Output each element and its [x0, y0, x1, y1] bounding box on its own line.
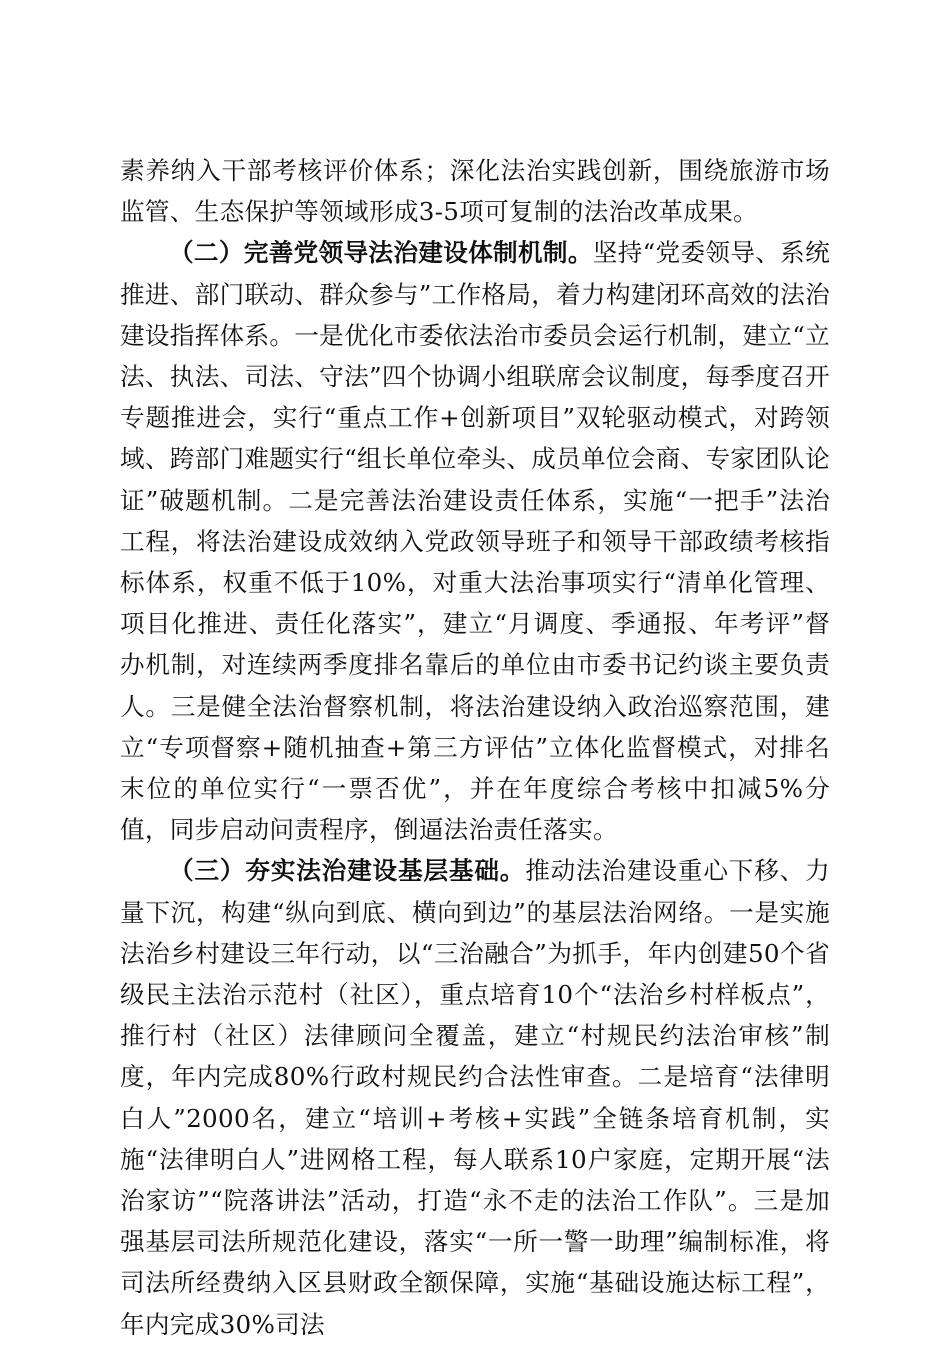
section-heading: （二）完善党领导法治建设体制机制。 [169, 238, 593, 268]
paragraph-continuation [120, 150, 830, 232]
paragraph-text: 素养纳入干部考核评价体系；深化法治实践创新，围绕旅游市场监管、生态保护等领域形成3-5项可复制的法治改革成果。 [120, 156, 830, 227]
paragraph-section-3 [120, 850, 830, 1344]
paragraph-text: 坚持“党委领导、系统推进、部门联动、群众参与”工作格局，着力构建闭环高效的法治建设指挥体系。一是优化市委依法治市委员会运行机制，建立“立法、执法、司法、守法”四个协调小组联席会议制度，每季度召开专题推进会，实行“重点工作+创新项目”双轮驱动模式，对跨领域、跨部门难题实行“组长单位牵头、成员单位会商、专家团队论证”破题机制。二是完善法治建设责任体系，实施“一把手”法治工程，将法治建设成效纳入党政领导班子和领导干部政绩考核指标体系，权重不低于10%，对重大法治事项实行“清单化管理、项目化推进、责任化落实”，建立“月调度、季通报、年考评”督办机制，对连续两季度排名靠后的单位由市委书记约谈主要负责人。三是健全法治督察机制，将法治建设纳入政治巡察范围，建立“专项督察+随机抽查+第三方评估”立体化监督模式，对排名末位的单位实行“一票否优”，并在年度综合考核中扣减5%分值，同步启动问责程序，倒逼法治责任落实。 [120, 238, 831, 845]
section-heading: （三）夯实法治建设基层基础。 [169, 856, 526, 886]
paragraph-section-2 [120, 232, 830, 850]
document-body [120, 150, 830, 1345]
paragraph-text: 推动法治建设重心下移、力量下沉，构建“纵向到底、横向到边”的基层法治网络。一是实施法治乡村建设三年行动，以“三治融合”为抓手，年内创建50个省级民主法治示范村（社区），重点培育10个“法治乡村样板点”，推行村（社区）法律顾问全覆盖，建立“村规民约法治审核”制度，年内完成80%行政村规民约合法性审查。二是培育“法律明白人”2000名，建立“培训+考核+实践”全链条培育机制，实施“法律明白人”进网格工程，每人联系10户家庭，定期开展“法治家访”“院落讲法”活动，打造“永不走的法治工作队”。三是加强基层司法所规范化建设，落实“一所一警一助理”编制标准，将司法所经费纳入区县财政全额保障，实施“基础设施达标工程”，年内完成30%司法 [120, 856, 830, 1339]
